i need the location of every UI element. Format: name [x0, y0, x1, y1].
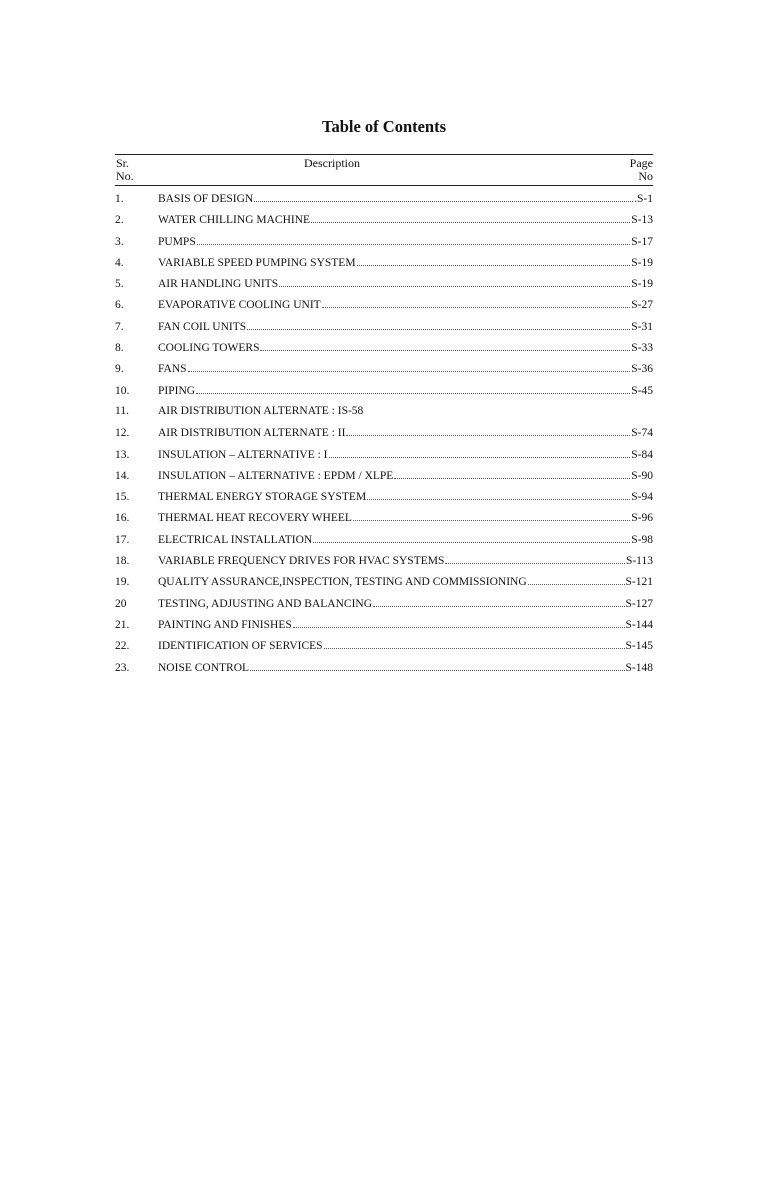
toc-entry-title: INSULATION – ALTERNATIVE : I — [158, 448, 328, 461]
toc-entry-page: S-144 — [625, 618, 653, 631]
toc-entry-number: 20 — [115, 597, 127, 610]
toc-entry — [115, 256, 653, 277]
toc-entry-title: AIR HANDLING UNITS — [158, 278, 279, 291]
toc-entry-title: THERMAL ENERGY STORAGE SYSTEM — [158, 491, 367, 504]
toc-entry — [115, 320, 653, 341]
toc-entry-title: QUALITY ASSURANCE,INSPECTION, TESTING AND COMMISSIONING — [158, 576, 527, 589]
toc-entry-page: S-13 — [631, 214, 653, 227]
toc-entry-number: 3. — [115, 235, 124, 248]
toc-dot-leader — [324, 639, 625, 649]
toc-entry-number: 11. — [115, 404, 129, 417]
toc-entry-number: 17. — [115, 533, 130, 546]
toc-entry-number: 8. — [115, 342, 124, 355]
toc-entry — [115, 490, 653, 511]
toc-entry — [115, 298, 653, 319]
toc-entry-page: S-33 — [631, 342, 653, 355]
toc-dot-leader — [367, 490, 630, 500]
toc-entry-title: VARIABLE FREQUENCY DRIVES FOR HVAC SYSTEMS — [158, 555, 445, 568]
toc-entry-title: PIPING — [158, 384, 196, 397]
toc-entry-number: 10. — [115, 384, 130, 397]
toc-entry-number: 14. — [115, 469, 130, 482]
toc-entry-title: PUMPS — [158, 235, 196, 248]
toc-entry-page: S-45 — [631, 384, 653, 397]
toc-entry-number: 15. — [115, 491, 130, 504]
toc-entry-number: 1. — [115, 193, 124, 205]
toc-dot-leader — [346, 426, 630, 436]
toc-entry-title: IDENTIFICATION OF SERVICES — [158, 640, 323, 653]
toc-entry-page: S-96 — [631, 512, 653, 525]
toc-dot-leader — [353, 511, 630, 521]
toc-entry-number: 6. — [115, 299, 124, 312]
toc-entry-page: S-121 — [625, 576, 653, 589]
toc-entry-page: S-145 — [625, 640, 653, 653]
toc-entry-number: 18. — [115, 555, 130, 568]
toc-entry-title: FAN COIL UNITS — [158, 320, 247, 333]
toc-dot-leader — [260, 341, 630, 351]
toc-entry-page: S-127 — [625, 597, 653, 610]
toc-entry — [115, 448, 653, 469]
toc-entry-number: 7. — [115, 320, 124, 333]
toc-entry-number: 16. — [115, 512, 130, 525]
toc-entry — [115, 575, 653, 596]
toc-entry-title: EVAPORATIVE COOLING UNIT — [158, 299, 321, 312]
toc-entry-page: S-98 — [631, 533, 653, 546]
toc-entry-page: S-74 — [631, 427, 653, 440]
page-title: Table of Contents — [321, 117, 447, 136]
toc-entry — [115, 362, 653, 383]
toc-entry — [115, 533, 653, 554]
toc-entry-page: S-19 — [631, 278, 653, 291]
toc-entry-title: COOLING TOWERS — [158, 342, 260, 355]
toc-entry — [115, 405, 653, 426]
toc-entry — [115, 661, 653, 682]
toc-entry-page: S-36 — [631, 363, 653, 376]
toc-dot-leader — [250, 661, 624, 671]
toc-entry-number: 19. — [115, 576, 130, 589]
toc-dot-leader — [445, 554, 625, 564]
toc-dot-leader — [357, 256, 631, 266]
toc-entry-page: S-31 — [631, 320, 653, 333]
toc-entry — [115, 235, 653, 256]
toc-dot-leader — [528, 575, 625, 585]
toc-entry — [115, 554, 653, 575]
toc-dot-leader — [322, 298, 631, 308]
toc-entry-page: S-148 — [625, 661, 653, 674]
toc-dot-leader — [313, 533, 630, 543]
toc-entry-title: VARIABLE SPEED PUMPING SYSTEM — [158, 256, 356, 269]
toc-dot-leader — [293, 618, 625, 628]
toc-dot-leader — [373, 597, 624, 607]
toc-entry-number: 22. — [115, 640, 130, 653]
toc-entry — [115, 341, 653, 362]
toc-entry — [115, 511, 653, 532]
toc-entry — [115, 384, 653, 405]
toc-entry-number: 2. — [115, 214, 124, 227]
toc-entry-title: THERMAL HEAT RECOVERY WHEEL — [158, 512, 352, 525]
toc-entry-number: 5. — [115, 278, 124, 291]
header-description: Description — [304, 156, 360, 170]
toc-entry-title: AIR DISTRIBUTION ALTERNATE : IS-58 — [158, 404, 364, 417]
toc-entry-title: NOISE CONTROL — [158, 661, 250, 674]
header-bottom-rule — [115, 185, 653, 186]
toc-entry-page: S-17 — [631, 235, 653, 248]
toc-entry-number: 23. — [115, 661, 130, 674]
toc-entry — [115, 469, 653, 490]
toc-entry-page: .S-1 — [634, 193, 653, 205]
toc-entry — [115, 426, 653, 447]
toc-entry-page: S-113 — [625, 555, 653, 568]
header-page-no: Page No — [629, 156, 653, 183]
toc-dot-leader — [279, 277, 630, 287]
toc-entry-title: INSULATION – ALTERNATIVE : EPDM / XLPE — [158, 469, 394, 482]
toc-entry — [115, 597, 653, 618]
toc-entry-page: S-84 — [631, 448, 653, 461]
toc-entry-page: S-90 — [631, 469, 653, 482]
toc-entry-title: ELECTRICAL INSTALLATION — [158, 533, 313, 546]
toc-entry — [115, 277, 653, 298]
toc-dot-leader — [394, 469, 630, 479]
toc-entry-title: AIR DISTRIBUTION ALTERNATE : II — [158, 427, 346, 440]
toc-entry-title: FANS — [158, 363, 187, 376]
header-top-rule — [115, 154, 653, 155]
toc-dot-leader — [311, 213, 630, 223]
toc-entry — [115, 192, 653, 213]
toc-dot-leader — [329, 448, 631, 458]
toc-entry-number: 4. — [115, 256, 124, 269]
toc-dot-leader — [247, 320, 630, 330]
toc-entry-title: WATER CHILLING MACHINE — [158, 214, 311, 227]
toc-entry — [115, 639, 653, 660]
toc-dot-leader — [196, 384, 630, 394]
toc-entry — [115, 213, 653, 234]
toc-entry — [115, 618, 653, 639]
toc-entry-number: 9. — [115, 363, 124, 376]
toc-entry-page: S-27 — [631, 299, 653, 312]
toc-dot-leader — [197, 235, 631, 245]
toc-entry-title: TESTING, ADJUSTING AND BALANCING — [158, 597, 373, 610]
toc-entry-page: S-19 — [631, 256, 653, 269]
toc-entry-number: 21. — [115, 618, 130, 631]
toc-list — [115, 192, 653, 682]
toc-dot-leader — [188, 362, 631, 372]
toc-entry-number: 13. — [115, 448, 130, 461]
toc-entry-title: PAINTING AND FINISHES — [158, 618, 292, 631]
toc-entry-page: S-94 — [631, 491, 653, 504]
toc-dot-leader — [254, 192, 633, 202]
header-sr-no: Sr. No. — [116, 156, 134, 183]
toc-entry-title: BASIS OF DESIGN — [158, 193, 254, 205]
toc-entry-number: 12. — [115, 427, 130, 440]
